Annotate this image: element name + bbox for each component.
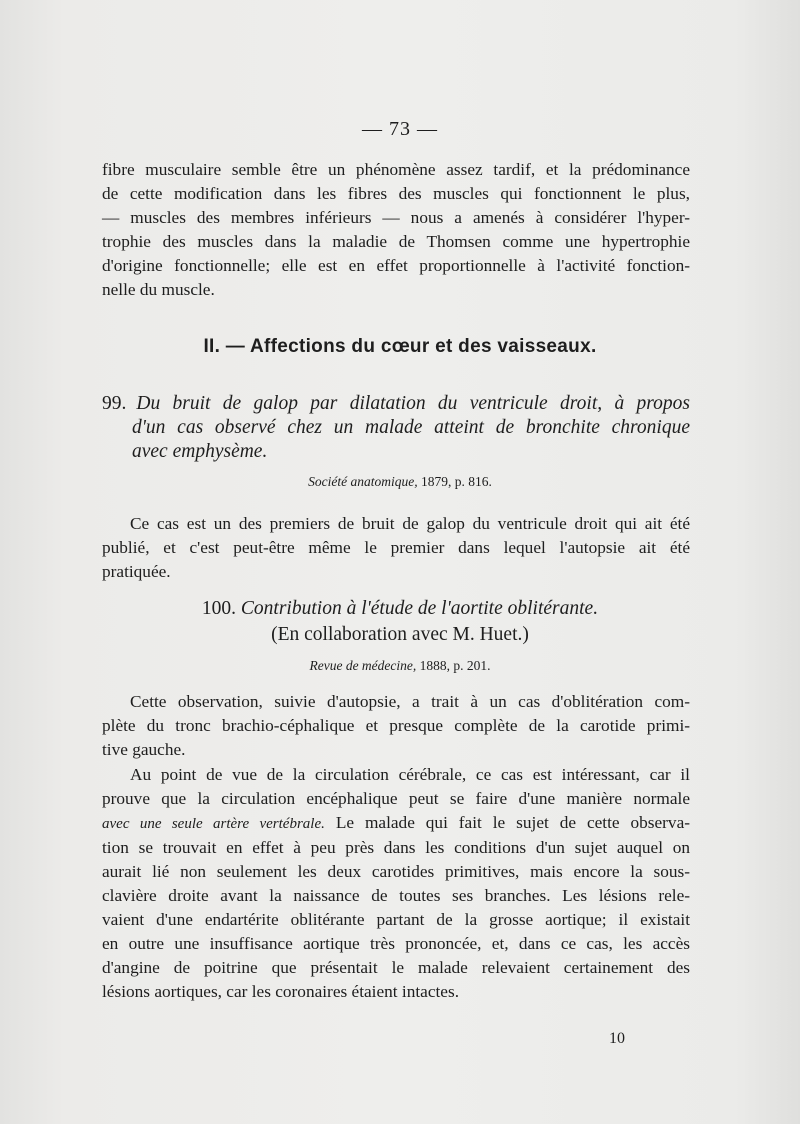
signature-mark: 10 bbox=[609, 1030, 625, 1047]
entry-title-line: avec emphysème. bbox=[132, 441, 268, 462]
running-head: — 73 — bbox=[362, 118, 438, 140]
entry-100-collaboration: (En collaboration avec M. Huet.) bbox=[271, 624, 529, 645]
section-title: II. — Affections du cœur et des vaisseaux. bbox=[203, 336, 597, 357]
text-line: tion se trouvait en effet à peu près dans les conditions d'un sujet auquel on bbox=[102, 838, 690, 857]
entry-title-line: Du bruit de galop par dilatation du ventricule droit, à propos bbox=[136, 393, 690, 414]
text-line: Ce cas est un des premiers de bruit de galop du ventricule droit qui ait été bbox=[130, 514, 690, 533]
text-line: publié, et c'est peut-être même le premier dans lequel l'autopsie ait été bbox=[102, 538, 690, 557]
text-line: prouve que la circulation encéphalique peut se faire d'une manière normale bbox=[102, 789, 690, 808]
text-line: vaient d'une endartérite oblitérante partant de la grosse aortique; il existait bbox=[102, 910, 690, 929]
entry-100-paragraph-2 bbox=[102, 763, 690, 1004]
text-line: nelle du muscle. bbox=[102, 280, 215, 299]
source-journal: Revue de médecine, bbox=[309, 658, 417, 673]
text-line: Au point de vue de la circulation cérébrale, ce cas est intéressant, car il bbox=[130, 765, 690, 784]
text-fragment: Le malade qui fait le sujet de cette observa- bbox=[335, 813, 690, 832]
text-line: tive gauche. bbox=[102, 740, 186, 759]
source-journal: Société anatomique, bbox=[308, 474, 418, 489]
intro-paragraph bbox=[102, 158, 690, 302]
text-line: lésions aortiques, car les coronaires étaient intactes. bbox=[102, 982, 460, 1001]
entry-number: 99. bbox=[102, 393, 127, 414]
text-line: plète du tronc brachio-céphalique et presque complète de la carotide primi- bbox=[102, 716, 690, 735]
text-line: fibre musculaire semble être un phénomène assez tardif, et la prédominance bbox=[102, 160, 690, 179]
text-line: clavière droite avant la naissance de toutes ses branches. Les lésions rele- bbox=[102, 886, 690, 905]
entry-99-title bbox=[102, 392, 690, 464]
entry-100-title bbox=[0, 598, 800, 620]
entry-99-body bbox=[102, 512, 690, 584]
source-ref: 1879, p. 816. bbox=[420, 474, 492, 489]
text-line-mixed bbox=[102, 811, 690, 836]
entry-title: Contribution à l'étude de l'aortite oblitérante. bbox=[240, 598, 599, 619]
text-line: en outre une insuffisance aortique très prononcée, et, dans ce cas, les accès bbox=[102, 934, 690, 953]
text-line: trophie des muscles dans la maladie de Thomsen comme une hypertrophie bbox=[102, 232, 690, 251]
entry-100-source bbox=[0, 658, 800, 674]
entry-100-paragraph-1 bbox=[102, 690, 690, 762]
text-line: pratiquée. bbox=[102, 562, 171, 581]
text-line: Cette observation, suivie d'autopsie, a trait à un cas d'oblitération com- bbox=[130, 692, 690, 711]
text-line: aurait lié non seulement les deux carotides primitives, mais encore la sous- bbox=[102, 862, 690, 881]
entry-title-line: d'un cas observé chez un malade atteint de bronchite chronique bbox=[132, 417, 690, 438]
italic-phrase: avec une seule artère vertébrale. bbox=[102, 816, 325, 832]
text-line: d'angine de poitrine que présentait le malade relevaient certainement des bbox=[102, 958, 690, 977]
source-ref: 1888, p. 201. bbox=[419, 658, 491, 673]
entry-99-source bbox=[0, 474, 800, 490]
text-line: — muscles des membres inférieurs — nous a amenés à considérer l'hyper- bbox=[102, 208, 690, 227]
text-line: de cette modification dans les fibres des muscles qui fonctionnent le plus, bbox=[102, 184, 690, 203]
entry-number: 100. bbox=[201, 598, 237, 619]
text-line: d'origine fonctionnelle; elle est en effet proportionnelle à l'activité fonction- bbox=[102, 256, 690, 275]
